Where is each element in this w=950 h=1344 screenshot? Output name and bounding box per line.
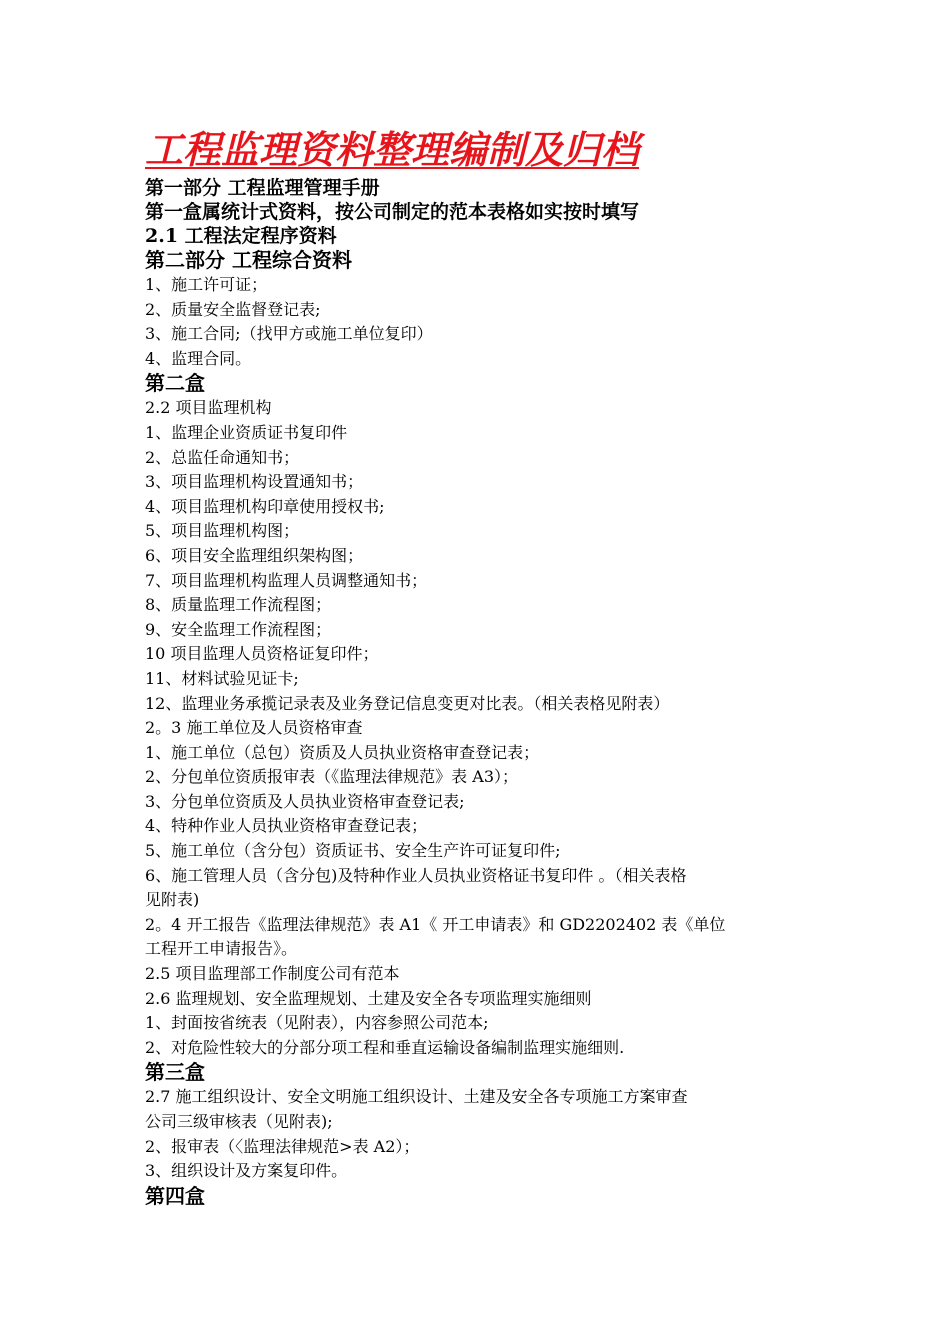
list-item: 公司三级审核表（见附表); xyxy=(145,1112,333,1131)
list-item: 2.6 监理规划、安全监理规划、土建及安全各专项监理实施细则 xyxy=(145,988,592,1008)
list-item: 3、施工合同;（找甲方或施工单位复印） xyxy=(145,324,433,344)
section-heading: 第一部分 工程监理管理手册 xyxy=(145,177,380,199)
list-item: 4、特种作业人员执业资格审查登记表； xyxy=(145,816,428,836)
list-item: 2.7 施工组织设计、安全文明施工组织设计、土建及安全各专项施工方案审查 xyxy=(145,1087,688,1107)
list-item: 2.5 项目监理部工作制度公司有范本 xyxy=(145,964,400,984)
list-item: 1、施工许可证； xyxy=(145,275,268,294)
list-item: 4、监理合同。 xyxy=(145,348,252,368)
list-item: 4、项目监理机构印章使用授权书; xyxy=(145,496,385,516)
list-item: 6、施工管理人员（含分包)及特种作业人员执业资格证书复印件 。（相关表格 xyxy=(145,865,687,885)
list-item: 见附表) xyxy=(145,890,200,910)
document-page xyxy=(145,128,815,1209)
list-item: 1、施工单位（总包）资质及人员执业资格审查登记表； xyxy=(145,742,540,762)
list-item: 2。3 施工单位及人员资格审查 xyxy=(145,718,363,738)
list-item: 8、质量监理工作流程图； xyxy=(145,595,332,615)
box-heading: 第二盒 xyxy=(145,371,205,396)
list-item: 10 项目监理人员资格证复印件； xyxy=(145,644,379,664)
list-item: 5、项目监理机构图； xyxy=(145,521,300,541)
list-item: 2、质量安全监督登记表; xyxy=(145,299,321,319)
list-item: 9、安全监理工作流程图； xyxy=(145,619,332,639)
list-item: 5、施工单位（含分包）资质证书、安全生产许可证复印件; xyxy=(145,841,561,861)
list-item: 3、项目监理机构设置通知书； xyxy=(145,472,364,492)
document-title: 工程监理资料整理编制及归档 xyxy=(145,128,640,172)
box-heading: 第三盒 xyxy=(145,1060,205,1085)
section-heading: 2.1 工程法定程序资料 xyxy=(145,225,337,247)
list-item: 工程开工申请报告》。 xyxy=(145,939,298,959)
box-heading: 第四盒 xyxy=(145,1183,205,1208)
list-item: 2、报审表（〈监理法律规范>表 A2）； xyxy=(145,1136,420,1156)
list-item: 2。4 开工报告《监理法律规范》表 A1《 开工申请表》和 GD2202402 表《单位 xyxy=(145,914,726,934)
list-item: 6、项目安全监理组织架构图； xyxy=(145,545,364,565)
list-item: 3、分包单位资质及人员执业资格审查登记表; xyxy=(145,791,465,811)
list-item: 2、总监任命通知书； xyxy=(145,447,300,467)
list-item: 1、封面按省统表（见附表），内容参照公司范本; xyxy=(145,1013,489,1033)
list-item: 2、分包单位资质报审表（《监理法律规范》表 A3）； xyxy=(145,767,519,787)
document-body xyxy=(145,176,815,1209)
list-item: 3、组织设计及方案复印件。 xyxy=(145,1161,348,1181)
list-item: 2.2 项目监理机构 xyxy=(145,398,272,418)
list-item: 11、材料试验见证卡; xyxy=(145,668,299,688)
section-heading: 第一盒属统计式资料，按公司制定的范本表格如实按时填写 xyxy=(145,201,640,223)
box-heading: 第二部分 工程综合资料 xyxy=(145,248,352,272)
list-item: 7、项目监理机构监理人员调整通知书； xyxy=(145,570,428,590)
list-item: 12、监理业务承揽记录表及业务登记信息变更对比表。（相关表格见附表） xyxy=(145,693,670,713)
list-item: 1、监理企业资质证书复印件 xyxy=(145,422,348,442)
list-item: 2、对危险性较大的分部分项工程和垂直运输设备编制监理实施细则. xyxy=(145,1037,625,1057)
